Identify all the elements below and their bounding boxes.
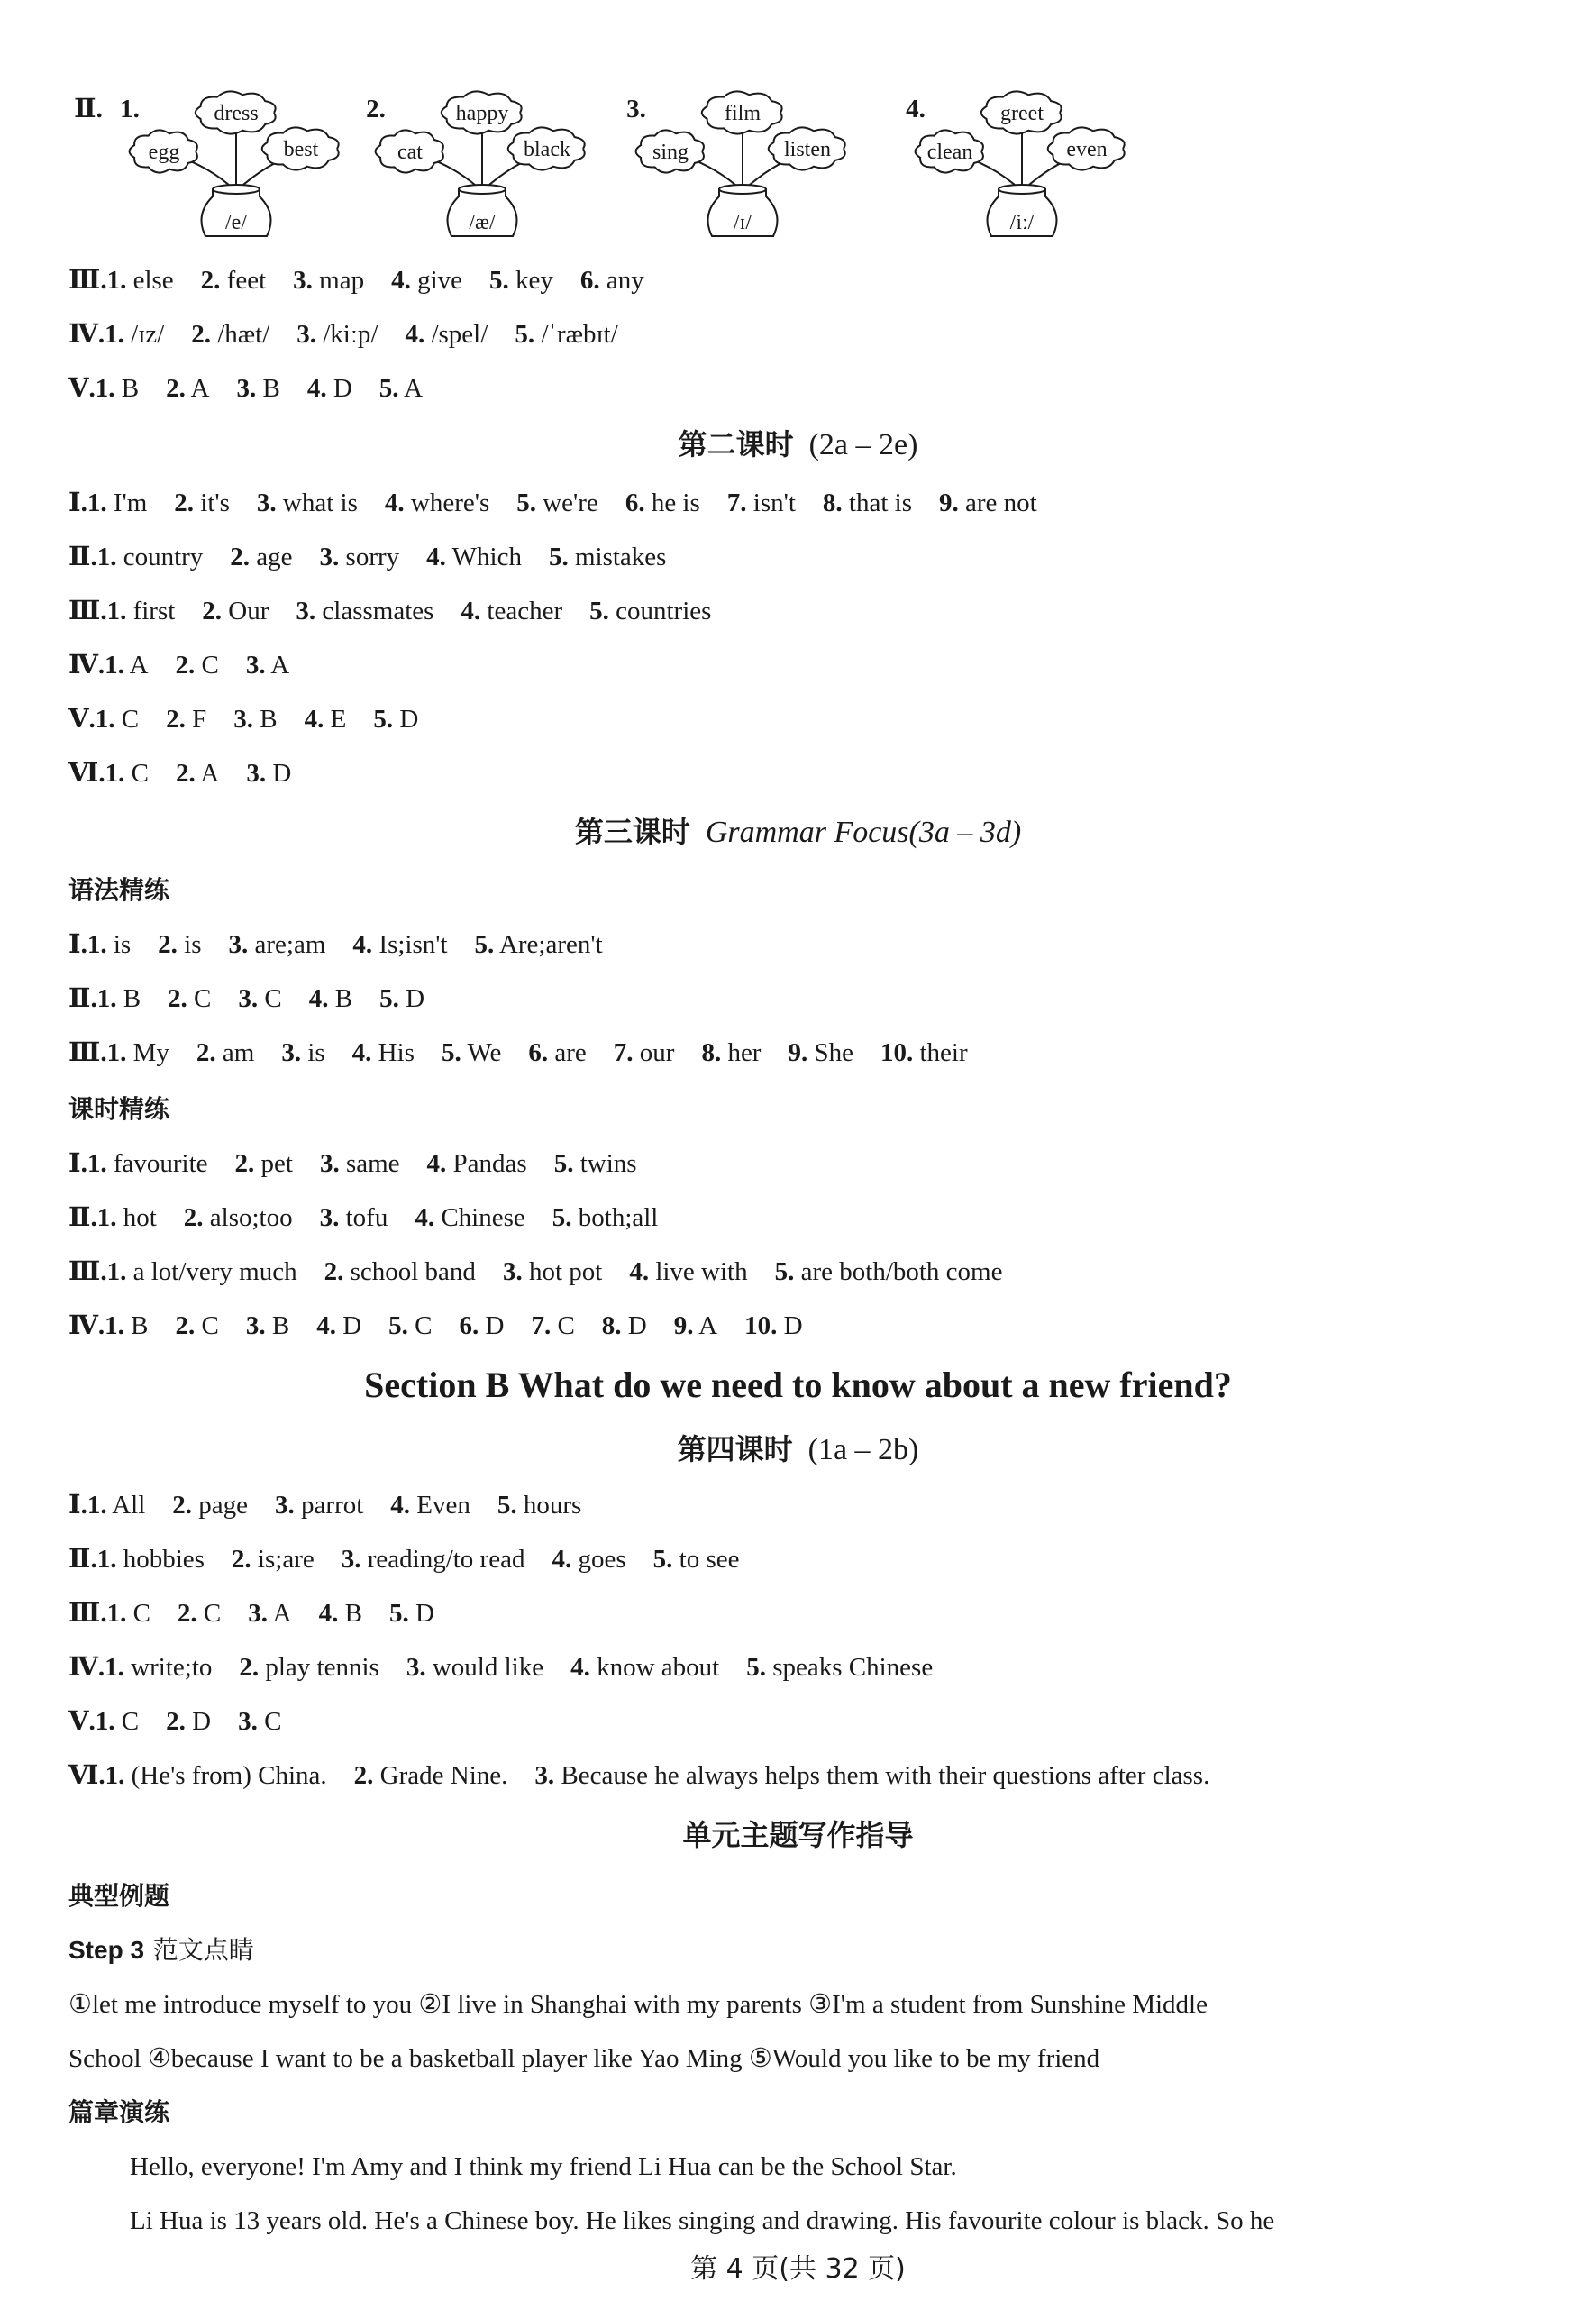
answer-item: 1. hot <box>96 1203 157 1232</box>
answer-item: 1. C <box>106 1599 150 1628</box>
answer-item: 4. goes <box>552 1545 626 1574</box>
answer-item: 1. B <box>105 1311 149 1340</box>
roman-numeral: Ⅱ. <box>68 543 97 571</box>
answer-item: 1. favourite <box>87 1149 208 1178</box>
answer-item: 3. tofu <box>319 1203 388 1232</box>
answer-item: 3. A <box>245 651 290 680</box>
vase-rim <box>459 185 506 194</box>
answer-item: 1. a lot/very much <box>106 1257 297 1286</box>
answer-item: 3. A <box>248 1599 292 1628</box>
lesson2-heading: 第二课时 (2a – 2e) <box>678 427 918 461</box>
passage-line-2: Li Hua is 13 years old. He's a Chinese boy. He likes singing and drawing. His favourite colour is black. So he <box>130 2206 1275 2235</box>
answer-row <box>68 981 451 1017</box>
answer-item: 2. is <box>158 930 202 959</box>
answer-item: 4. /spel/ <box>405 320 488 349</box>
answer-item: 5. A <box>378 374 424 403</box>
answer-item: 2. school band <box>324 1257 476 1286</box>
answer-item: 3. /kiːp/ <box>296 320 378 349</box>
answer-item: 3. B <box>233 705 278 734</box>
answer-item: 4. live with <box>629 1257 748 1286</box>
answer-item: 4. B <box>308 984 353 1013</box>
roman-numeral: Ⅲ. <box>68 1257 107 1286</box>
answer-item: 4. Pandas <box>426 1149 527 1178</box>
answer-item: 9. She <box>788 1038 853 1067</box>
answer-item: 2. /hæt/ <box>191 320 270 349</box>
answer-item: 3. sorry <box>319 543 400 571</box>
answer-item: 3. what is <box>256 488 358 517</box>
roman-numeral: Ⅰ. <box>68 1149 87 1178</box>
vase-phoneme: /æ/ <box>469 211 496 234</box>
roman-numeral: Ⅲ. <box>68 1599 107 1628</box>
roman-numeral: Ⅳ. <box>68 651 105 680</box>
answer-item: 2. age <box>230 543 293 571</box>
answer-item: 6. are <box>528 1038 587 1067</box>
cloud-word: cat <box>397 141 423 164</box>
answer-row <box>68 593 738 629</box>
roman-numeral: Ⅱ. <box>68 1203 97 1232</box>
answer-item: 2. C <box>175 1311 219 1340</box>
answer-item: 4. His <box>351 1038 415 1067</box>
answer-item: 4. where's <box>384 488 490 517</box>
cloud-word: film <box>725 102 761 125</box>
answer-item: 5. to see <box>652 1545 740 1574</box>
example-label: 典型例题 <box>68 1881 170 1911</box>
answer-row <box>68 316 645 352</box>
answer-item: 4. B <box>318 1599 362 1628</box>
cloud-word: clean <box>926 141 973 164</box>
answer-item: 2. is;are <box>231 1545 315 1574</box>
answer-item: 5. C <box>388 1311 433 1340</box>
roman-numeral: Ⅳ. <box>68 320 105 349</box>
answer-item: 4. Chinese <box>415 1203 525 1232</box>
answer-item: 5. D <box>373 705 419 734</box>
answer-item: 3. same <box>319 1149 400 1178</box>
answer-item: 7. isn't <box>726 488 796 517</box>
answer-row <box>68 755 318 791</box>
answer-item: 2. Grade Nine. <box>353 1761 508 1790</box>
answer-item: 1. (He's from) China. <box>105 1761 327 1790</box>
roman-numeral: Ⅴ. <box>68 374 96 403</box>
roman-numeral: Ⅵ. <box>68 1761 105 1790</box>
answer-item: 1. hobbies <box>96 1545 205 1574</box>
answer-item: 4. Which <box>426 543 522 571</box>
answer-item: 5. are both/both come <box>774 1257 1003 1286</box>
answer-item: 8. D <box>601 1311 647 1340</box>
answer-item: 5. mistakes <box>548 543 667 571</box>
answer-item: 4. know about <box>570 1653 720 1682</box>
group-number: 3. <box>626 95 646 123</box>
vase-phoneme: /e/ <box>225 211 247 234</box>
step3-label: Step 3 范文点睛 <box>68 1935 254 1965</box>
answer-item: 8. her <box>701 1038 762 1067</box>
answer-row <box>68 1541 766 1577</box>
answer-item: 9. A <box>673 1311 718 1340</box>
group-number: 4. <box>906 95 926 123</box>
roman-numeral: Ⅵ. <box>68 759 105 788</box>
answer-item: 2. C <box>168 984 212 1013</box>
diagram-roman-numeral: Ⅱ. <box>74 95 103 123</box>
passage-line-1: Hello, everyone! I'm Amy and I think my friend Li Hua can be the School Star. <box>130 2152 957 2181</box>
answer-item: 1. /ɪz/ <box>105 320 165 349</box>
answer-item: 3. are;am <box>228 930 326 959</box>
answer-item: 10. their <box>880 1038 968 1067</box>
roman-numeral: Ⅱ. <box>68 1545 97 1574</box>
answer-item: 5. countries <box>589 597 712 625</box>
answer-item: 5. /ˈræbɪt/ <box>515 320 618 349</box>
answer-row <box>68 1649 960 1685</box>
answer-item: 7. our <box>613 1038 675 1067</box>
answer-item: 2. F <box>166 705 207 734</box>
answer-item: 5. Are;aren't <box>474 930 603 959</box>
answer-item: 4. E <box>304 705 347 734</box>
answer-item: 5. twins <box>553 1149 637 1178</box>
answer-row <box>68 485 1064 521</box>
roman-numeral: Ⅴ. <box>68 705 96 734</box>
answer-item: 2. am <box>196 1038 255 1067</box>
answer-item: 1. write;to <box>105 1653 213 1682</box>
answer-item: 1. C <box>95 1707 140 1736</box>
answer-item: 7. C <box>531 1311 575 1340</box>
answer-item: 3. C <box>238 984 282 1013</box>
answer-item: 3. C <box>238 1707 282 1736</box>
cloud-word: listen <box>784 138 831 161</box>
answer-item: 1. country <box>96 543 204 571</box>
answer-item: 1. I'm <box>87 488 148 517</box>
answer-item: 1. C <box>105 759 149 788</box>
answer-item: 3. map <box>293 266 365 295</box>
vase-phoneme: /ɪ/ <box>733 211 752 234</box>
vase-rim <box>999 185 1045 194</box>
cloud-word: egg <box>148 141 180 164</box>
answer-item: 2. pet <box>234 1149 293 1178</box>
answer-item: 4. Even <box>390 1491 470 1520</box>
answer-item: 5. hours <box>497 1491 582 1520</box>
answer-row <box>68 262 671 298</box>
answer-row <box>68 701 445 737</box>
answer-item: 5. D <box>388 1599 434 1628</box>
answer-row <box>68 647 316 683</box>
cloud-word: sing <box>652 141 689 164</box>
answer-item: 4. Is;isn't <box>352 930 448 959</box>
answer-item: 2. D <box>166 1707 212 1736</box>
answer-item: 5. We <box>441 1038 502 1067</box>
cloud-word: black <box>524 138 570 161</box>
answer-item: 1. B <box>96 984 141 1013</box>
answer-item: 1. All <box>87 1491 146 1520</box>
answer-row <box>68 1758 1236 1794</box>
answer-item: 2. Our <box>202 597 269 625</box>
section-b-title: Section B What do we need to know about a new friend? <box>364 1365 1232 1405</box>
cloud-word: even <box>1066 138 1108 161</box>
answer-item: 2. feet <box>200 266 267 295</box>
phonics-vase-diagram <box>0 0 1596 243</box>
roman-numeral: Ⅲ. <box>68 266 107 295</box>
answer-item: 3. reading/to read <box>341 1545 525 1574</box>
answer-row <box>68 927 630 963</box>
cloud-word: greet <box>1000 102 1044 125</box>
answer-item: 1. My <box>106 1038 169 1067</box>
answer-item: 3. Because he always helps them with their questions after class. <box>534 1761 1210 1790</box>
answer-row <box>68 370 450 406</box>
roman-numeral: Ⅳ. <box>68 1653 105 1682</box>
answer-item: 2. it's <box>174 488 230 517</box>
roman-numeral: Ⅲ. <box>68 597 107 625</box>
answer-item: 2. page <box>172 1491 249 1520</box>
answer-item: 6. he is <box>625 488 700 517</box>
roman-numeral: Ⅱ. <box>68 984 97 1013</box>
answer-item: 1. first <box>106 597 176 625</box>
answer-item: 10. D <box>744 1311 803 1340</box>
answer-item: 4. D <box>316 1311 362 1340</box>
answer-item: 3. hot pot <box>502 1257 603 1286</box>
answer-item: 3. parrot <box>275 1491 364 1520</box>
group-number: 1. <box>120 95 140 123</box>
answer-item: 5. both;all <box>552 1203 659 1232</box>
answer-item: 3. is <box>281 1038 325 1067</box>
cloud-word: happy <box>455 102 509 125</box>
roman-numeral: Ⅲ. <box>68 1038 107 1067</box>
answer-item: 6. any <box>579 266 644 295</box>
cloud-word: dress <box>214 102 259 125</box>
answer-row <box>68 1200 685 1236</box>
answer-item: 1. is <box>87 930 132 959</box>
lesson3-heading: 第三课时 Grammar Focus(3a – 3d) <box>574 815 1022 849</box>
answer-item: 5. D <box>379 984 425 1013</box>
lesson-practice-label: 课时精练 <box>68 1094 170 1124</box>
answer-item: 3. B <box>236 374 280 403</box>
answer-item: 2. also;too <box>183 1203 293 1232</box>
answer-row <box>68 1308 830 1344</box>
writing-guide-heading: 单元主题写作指导 <box>682 1818 914 1852</box>
roman-numeral: Ⅰ. <box>68 1491 87 1520</box>
answer-item: 9. are not <box>939 488 1037 517</box>
answer-item: 1. else <box>106 266 174 295</box>
answer-row <box>68 1035 995 1071</box>
step3-line-2: School ④because I want to be a basketball player like Yao Ming ⑤Would you like to be my friend <box>68 2044 1100 2073</box>
answer-item: 3. classmates <box>296 597 434 625</box>
vase-rim <box>213 185 260 194</box>
roman-numeral: Ⅰ. <box>68 930 87 959</box>
lesson4-heading: 第四课时 (1a – 2b) <box>677 1432 919 1466</box>
answer-row <box>68 1146 664 1182</box>
answer-item: 4. D <box>306 374 352 403</box>
roman-numeral: Ⅴ. <box>68 1707 96 1736</box>
answer-item: 1. B <box>95 374 140 403</box>
answer-item: 1. A <box>105 651 149 680</box>
roman-numeral: Ⅳ. <box>68 1311 105 1340</box>
answer-row <box>68 1595 461 1631</box>
answer-item: 1. C <box>95 705 140 734</box>
chapter-practice-label: 篇章演练 <box>68 2097 170 2127</box>
roman-numeral: Ⅰ. <box>68 488 87 517</box>
answer-item: 4. give <box>391 266 463 295</box>
answer-item: 5. speaks Chinese <box>746 1653 934 1682</box>
answer-item: 8. that is <box>822 488 912 517</box>
answer-item: 2. A <box>175 759 220 788</box>
answer-row <box>68 1487 608 1523</box>
vase-rim <box>719 185 766 194</box>
cloud-word: best <box>283 138 319 161</box>
page-footer: 第 4 页(共 32 页) <box>690 2253 906 2285</box>
group-number: 2. <box>366 95 386 123</box>
answer-item: 6. D <box>459 1311 505 1340</box>
answer-item: 5. key <box>489 266 553 295</box>
answer-row <box>68 1254 1029 1290</box>
answer-item: 2. play tennis <box>239 1653 379 1682</box>
answer-item: 4. teacher <box>461 597 563 625</box>
answer-item: 3. would like <box>406 1653 544 1682</box>
grammar-practice-label: 语法精练 <box>68 875 170 905</box>
answer-row <box>68 1703 308 1739</box>
vase-phoneme: /iː/ <box>1009 211 1035 234</box>
answer-item: 3. D <box>246 759 292 788</box>
answer-item: 2. C <box>175 651 219 680</box>
answer-row <box>68 539 693 575</box>
answer-item: 2. C <box>177 1599 222 1628</box>
answer-item: 3. B <box>245 1311 290 1340</box>
step3-line-1: ①let me introduce myself to you ②I live in Shanghai with my parents ③I'm a student from Sunshine Middle <box>68 1990 1208 2019</box>
answer-item: 5. we're <box>516 488 598 517</box>
answer-item: 2. A <box>166 374 210 403</box>
